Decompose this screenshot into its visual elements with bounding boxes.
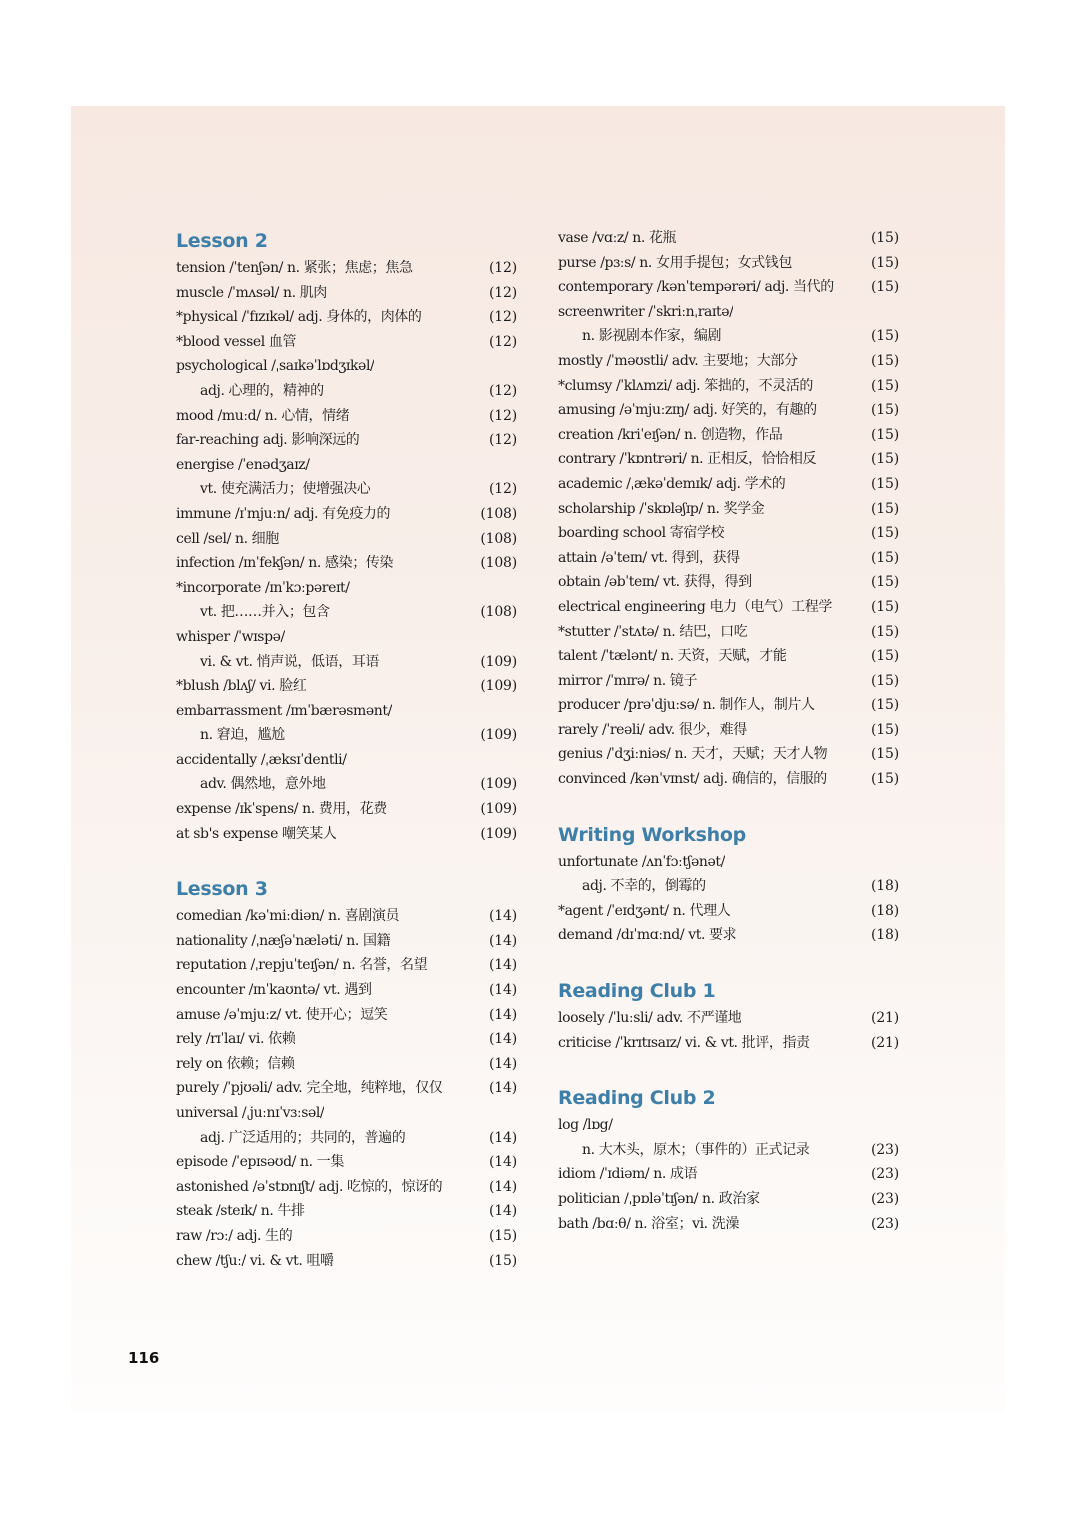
entry-word: academic /ˌækəˈdemɪk/ adj. 学术的 (558, 475, 786, 492)
entry-word: *blood vessel 血管 (176, 333, 297, 350)
vocab-entry (176, 305, 517, 330)
entry-page-ref: (15) (871, 672, 899, 689)
vocab-entry (176, 1199, 517, 1224)
entry-definition: n. 大木头，原木；（事件的）正式记录 (582, 1141, 810, 1158)
entry-word: genius /ˈdʒiːniəs/ n. 天才，天赋；天才人物 (558, 746, 828, 763)
vocab-entry (558, 398, 899, 423)
entry-page-ref: (14) (489, 1203, 517, 1220)
vocab-entry (558, 923, 899, 948)
entry-definition: vt. 使充满活力；使增强决心 (200, 481, 371, 498)
entry-word: cell /sel/ n. 细胞 (176, 530, 279, 547)
entry-page-ref: (109) (480, 727, 517, 744)
entry-word: electrical engineering 电力（电气）工程学 (558, 598, 832, 615)
vocab-entry (176, 1052, 517, 1077)
entry-page-ref: (18) (871, 927, 899, 944)
entry-page-ref: (14) (489, 1178, 517, 1195)
entry-page-ref: (12) (489, 432, 517, 449)
entry-word: demand /dɪˈmɑːnd/ vt. 要求 (558, 927, 737, 944)
vocab-entry (176, 453, 517, 478)
vocab-entry (176, 527, 517, 552)
entry-page-ref: (14) (489, 1055, 517, 1072)
entry-word: muscle /ˈmʌsəl/ n. 肌肉 (176, 284, 327, 301)
entry-page-ref: (12) (489, 333, 517, 350)
section-heading: Lesson 3 (176, 878, 268, 901)
entry-page-ref: (109) (480, 678, 517, 695)
vocab-entry (558, 324, 899, 349)
entry-word: contrary /ˈkɒntrəri/ n. 正相反，恰恰相反 (558, 451, 817, 468)
vocab-entry (558, 447, 899, 472)
entry-page-ref: (15) (871, 230, 899, 246)
entry-definition: adj. 心理的，精神的 (200, 382, 324, 399)
entry-word: whisper /ˈwɪspə/ (176, 628, 285, 645)
vocab-entry (176, 1027, 517, 1052)
entry-word: attain /əˈteɪn/ vt. 得到，获得 (558, 549, 740, 566)
vocab-entry (558, 620, 899, 645)
entry-word: amuse /əˈmjuːz/ vt. 使开心；逗笑 (176, 1006, 388, 1023)
entry-word: nationality /ˌnæʃəˈnæləti/ n. 国籍 (176, 932, 391, 949)
entry-page-ref: (108) (480, 555, 517, 572)
vocab-entry (558, 1031, 899, 1056)
entry-page-ref: (15) (871, 254, 899, 271)
entry-word: raw /rɔː/ adj. 生的 (176, 1227, 293, 1244)
entry-word: chew /tʃuː/ vi. & vt. 咀嚼 (176, 1252, 334, 1269)
entry-definition: n. 窘迫，尴尬 (200, 727, 285, 744)
entry-page-ref: (15) (871, 279, 899, 296)
vocab-entry (176, 551, 517, 576)
entry-word: talent /ˈtælənt/ n. 天资，天赋，才能 (558, 648, 787, 665)
entry-word: *physical /ˈfɪzɪkəl/ adj. 身体的，肉体的 (176, 309, 422, 326)
entry-word: *stutter /ˈstʌtə/ n. 结巴，口吃 (558, 623, 748, 640)
vocab-entry (558, 374, 899, 399)
vocab-entry (176, 330, 517, 355)
entry-page-ref: (108) (480, 604, 517, 621)
entry-page-ref: (14) (489, 932, 517, 949)
entry-word: amusing /əˈmjuːzɪŋ/ adj. 好笑的，有趣的 (558, 402, 817, 419)
entry-word: rely on 依赖；信赖 (176, 1055, 295, 1072)
vocab-entry (176, 699, 517, 724)
entry-page-ref: (109) (480, 776, 517, 793)
entry-page-ref: (15) (871, 402, 899, 419)
entry-definition: vt. 把……并入；包含 (200, 604, 330, 621)
entry-page-ref: (15) (489, 1252, 517, 1269)
entry-page-ref: (18) (871, 902, 899, 919)
entry-page-ref: (14) (489, 1080, 517, 1097)
entry-word: rely /rɪˈlaɪ/ vi. 依赖 (176, 1031, 296, 1048)
entry-page-ref: (12) (489, 284, 517, 301)
entry-page-ref: (109) (480, 653, 517, 670)
entry-page-ref: (14) (489, 1006, 517, 1023)
entry-word: mostly /ˈməʊstli/ adv. 主要地；大部分 (558, 352, 798, 369)
entry-word: episode /ˈepɪsəʊd/ n. 一集 (176, 1154, 344, 1171)
vocab-entry (176, 600, 517, 625)
entry-definition: vi. & vt. 悄声说，低语，耳语 (200, 653, 380, 670)
vocab-entry (558, 1006, 899, 1031)
vocab-entry (176, 978, 517, 1003)
vocab-entry (176, 1175, 517, 1200)
entry-word: scholarship /ˈskɒləʃɪp/ n. 奖学金 (558, 500, 765, 517)
entry-page-ref: (15) (871, 549, 899, 566)
entry-page-ref: (15) (871, 648, 899, 665)
entry-word: tension /ˈtenʃən/ n. 紧张；焦虑；焦急 (176, 260, 413, 276)
vocab-entry (558, 767, 899, 792)
entry-page-ref: (15) (871, 746, 899, 763)
entry-word: criticise /ˈkrɪtɪsaɪz/ vi. & vt. 批评，指责 (558, 1034, 810, 1051)
vocab-entry (176, 953, 517, 978)
vocab-section (176, 226, 517, 846)
entry-page-ref: (23) (871, 1141, 899, 1158)
vocab-entry (176, 1224, 517, 1249)
entry-word: loosely /ˈluːsli/ adv. 不严谨地 (558, 1010, 742, 1027)
entry-page-ref: (12) (489, 382, 517, 399)
vocab-entry (176, 1101, 517, 1126)
entry-word: psychological /ˌsaɪkəˈlɒdʒɪkəl/ (176, 358, 375, 375)
section-heading: Reading Club 1 (558, 980, 716, 1003)
entry-definition: adj. 广泛适用的；共同的，普遍的 (200, 1129, 406, 1146)
vocab-entry (176, 404, 517, 429)
vocab-section (558, 976, 899, 1055)
vocab-entry (176, 625, 517, 650)
entry-page-ref: (108) (480, 505, 517, 522)
entry-page-ref: (15) (871, 574, 899, 591)
entry-word: immune /ɪˈmjuːn/ adj. 有免疫力的 (176, 505, 391, 522)
entry-page-ref: (21) (871, 1010, 899, 1027)
entry-word: idiom /ˈɪdiəm/ n. 成语 (558, 1166, 698, 1183)
vocab-entry (176, 256, 517, 281)
entry-page-ref: (12) (489, 481, 517, 498)
vocab-entry (558, 718, 899, 743)
entry-word: astonished /əˈstɒnɪʃt/ adj. 吃惊的，惊讶的 (176, 1178, 443, 1195)
entry-page-ref: (14) (489, 982, 517, 999)
entry-page-ref: (109) (480, 825, 517, 842)
entry-word: contemporary /kənˈtempərəri/ adj. 当代的 (558, 279, 834, 296)
entry-page-ref: (12) (489, 407, 517, 424)
entry-word: politician /ˌpɒləˈtɪʃən/ n. 政治家 (558, 1191, 760, 1207)
entry-page-ref: (14) (489, 1129, 517, 1146)
vocab-entry (558, 570, 899, 595)
vocab-entry (558, 1212, 899, 1237)
entry-page-ref: (15) (871, 328, 899, 345)
entry-word: accidentally /ˌæksɪˈdentli/ (176, 751, 347, 768)
right-column (558, 226, 899, 1264)
entry-page-ref: (12) (489, 309, 517, 326)
entry-page-ref: (23) (871, 1215, 899, 1232)
entry-word: vase /vɑːz/ n. 花瓶 (558, 230, 677, 246)
vocab-entry (558, 251, 899, 276)
entry-page-ref: (14) (489, 1154, 517, 1171)
entry-page-ref: (14) (489, 908, 517, 925)
entry-word: creation /kriˈeɪʃən/ n. 创造物，作品 (558, 426, 783, 443)
entry-page-ref: (12) (489, 260, 517, 276)
entry-definition: adj. 不幸的，倒霉的 (582, 878, 706, 895)
entry-word: screenwriter /ˈskriːnˌraɪtə/ (558, 303, 734, 320)
vocab-entry (558, 595, 899, 620)
vocab-entry (558, 349, 899, 374)
entry-word: steak /steɪk/ n. 牛排 (176, 1203, 305, 1220)
entry-page-ref: (23) (871, 1191, 899, 1207)
entry-page-ref: (15) (871, 771, 899, 788)
section-heading: Lesson 2 (176, 230, 268, 252)
vocab-entry (176, 797, 517, 822)
vocab-entry (558, 275, 899, 300)
entry-word: expense /ɪkˈspens/ n. 费用，花费 (176, 801, 387, 818)
entry-word: *clumsy /ˈklʌmzi/ adj. 笨拙的，不灵活的 (558, 377, 814, 394)
vocab-section (558, 226, 899, 792)
entry-page-ref: (23) (871, 1166, 899, 1183)
vocab-entry (176, 904, 517, 929)
vocab-entry (176, 822, 517, 847)
entry-word: mirror /ˈmɪrə/ n. 镜子 (558, 672, 698, 689)
vocab-entry (558, 1187, 899, 1212)
vocab-section (558, 1083, 899, 1236)
vocab-entry (176, 772, 517, 797)
vocab-entry (176, 281, 517, 306)
vocab-entry (558, 644, 899, 669)
vocab-entry (176, 1150, 517, 1175)
left-column (176, 226, 517, 1301)
entry-page-ref: (15) (871, 377, 899, 394)
entry-page-ref: (15) (871, 451, 899, 468)
page-number: 116 (128, 1349, 160, 1367)
entry-word: infection /ɪnˈfekʃən/ n. 感染；传染 (176, 555, 393, 572)
section-heading: Writing Workshop (558, 823, 746, 846)
entry-page-ref: (15) (871, 426, 899, 443)
entry-definition: n. 影视剧本作家，编剧 (582, 328, 722, 345)
vocab-entry (176, 1076, 517, 1101)
vocab-entry (176, 1126, 517, 1151)
vocab-entry (558, 1113, 899, 1138)
entry-word: mood /muːd/ n. 心情，情绪 (176, 407, 350, 424)
vocab-entry (558, 742, 899, 767)
vocab-entry (558, 546, 899, 571)
entry-page-ref: (15) (871, 697, 899, 714)
vocab-entry (558, 226, 899, 251)
section-heading: Reading Club 2 (558, 1087, 716, 1110)
entry-page-ref: (15) (489, 1227, 517, 1244)
entry-page-ref: (108) (480, 530, 517, 547)
vocab-entry (558, 693, 899, 718)
vocab-entry (176, 1003, 517, 1028)
entry-page-ref: (15) (871, 475, 899, 492)
vocab-entry (176, 354, 517, 379)
entry-page-ref: (21) (871, 1034, 899, 1051)
entry-word: bath /bɑːθ/ n. 浴室；vi. 洗澡 (558, 1215, 739, 1232)
vocab-entry (176, 748, 517, 773)
entry-page-ref: (15) (871, 500, 899, 517)
vocab-entry (558, 521, 899, 546)
entry-page-ref: (14) (489, 1031, 517, 1048)
entry-word: at sb's expense 嘲笑某人 (176, 825, 337, 842)
entry-word: energise /ˈenədʒaɪz/ (176, 456, 310, 473)
entry-page-ref: (14) (489, 957, 517, 974)
vocab-entry (558, 300, 899, 325)
vocab-entry (176, 1249, 517, 1274)
entry-word: boarding school 寄宿学校 (558, 525, 725, 542)
entry-page-ref: (15) (871, 352, 899, 369)
vocab-entry (558, 669, 899, 694)
vocab-section (176, 874, 517, 1273)
entry-word: convinced /kənˈvɪnst/ adj. 确信的，信服的 (558, 771, 827, 788)
vocab-entry (176, 674, 517, 699)
entry-word: *blush /blʌʃ/ vi. 脸红 (176, 678, 307, 695)
entry-word: log /lɒg/ (558, 1117, 613, 1134)
entry-word: embarrassment /ɪmˈbærəsmənt/ (176, 702, 392, 719)
vocab-entry (558, 472, 899, 497)
entry-page-ref: (15) (871, 623, 899, 640)
entry-word: far-reaching adj. 影响深远的 (176, 432, 360, 449)
vocab-entry (176, 428, 517, 453)
entry-word: purse /pɜːs/ n. 女用手提包；女式钱包 (558, 254, 792, 271)
vocab-entry (558, 874, 899, 899)
vocab-entry (176, 723, 517, 748)
entry-word: *agent /ˈeɪdʒənt/ n. 代理人 (558, 902, 731, 919)
entry-word: encounter /ɪnˈkaʊntə/ vt. 遇到 (176, 982, 372, 999)
entry-word: producer /prəˈdjuːsə/ n. 制作人，制片人 (558, 697, 815, 714)
entry-word: obtain /əbˈteɪn/ vt. 获得，得到 (558, 574, 752, 591)
entry-word: comedian /kəˈmiːdiən/ n. 喜剧演员 (176, 908, 400, 925)
entry-word: purely /ˈpjʊəli/ adv. 完全地，纯粹地，仅仅 (176, 1080, 443, 1097)
entry-page-ref: (15) (871, 598, 899, 615)
entry-page-ref: (109) (480, 801, 517, 818)
entry-word: rarely /ˈreəli/ adv. 很少，难得 (558, 721, 747, 738)
entry-word: unfortunate /ʌnˈfɔːtʃənət/ (558, 853, 725, 870)
vocab-entry (176, 929, 517, 954)
vocab-entry (558, 423, 899, 448)
entry-word: universal /ˌjuːnɪˈvɜːsəl/ (176, 1105, 325, 1121)
vocab-section (558, 820, 899, 948)
entry-word: reputation /ˌrepjuˈteɪʃən/ n. 名誉，名望 (176, 957, 428, 974)
entry-word: *incorporate /ɪnˈkɔːpəreɪt/ (176, 579, 350, 596)
vocab-entry (176, 477, 517, 502)
vocab-entry (558, 850, 899, 875)
vocab-entry (558, 1162, 899, 1187)
vocab-entry (176, 379, 517, 404)
entry-page-ref: (15) (871, 721, 899, 738)
entry-definition: adv. 偶然地，意外地 (200, 776, 326, 793)
vocab-entry (176, 576, 517, 601)
vocab-entry (558, 899, 899, 924)
entry-page-ref: (18) (871, 878, 899, 895)
vocab-entry (176, 650, 517, 675)
vocab-entry (558, 1138, 899, 1163)
entry-page-ref: (15) (871, 525, 899, 542)
vocab-entry (558, 497, 899, 522)
vocab-entry (176, 502, 517, 527)
